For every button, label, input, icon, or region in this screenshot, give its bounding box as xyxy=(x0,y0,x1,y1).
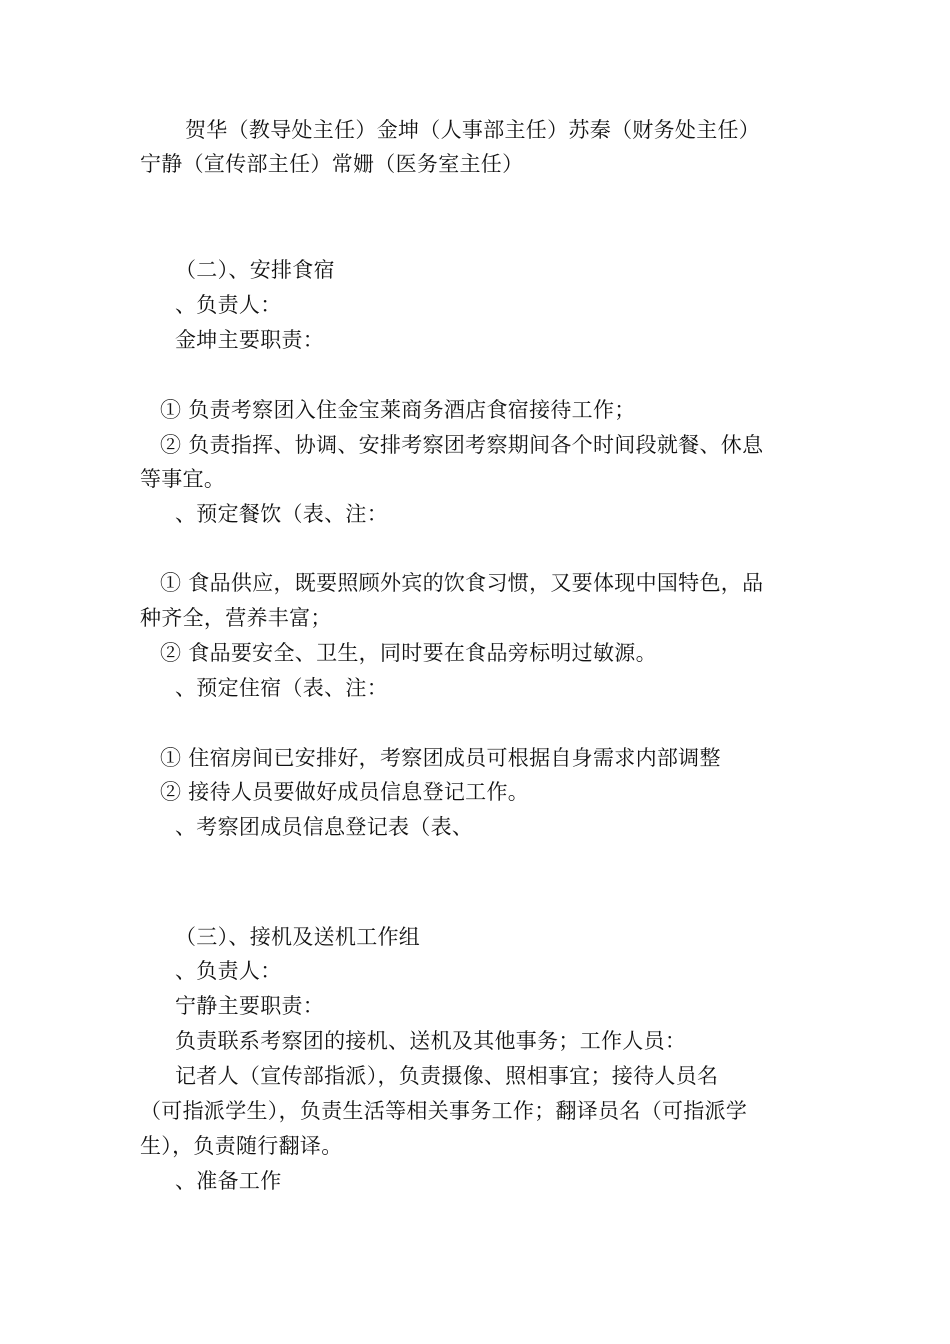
paragraph-line: 等事宜。 xyxy=(140,467,226,491)
paragraph-line: 宁静（宣传部主任）常姗（医务室主任） xyxy=(140,152,524,176)
paragraph-line: 记者人（宣传部指派），负责摄像、照相事宜；接待人员名 xyxy=(175,1064,719,1088)
paragraph-line: 负责联系考察团的接机、送机及其他事务；工作人员： xyxy=(175,1029,687,1053)
paragraph-line: 贺华（教导处主任）金坤（人事部主任）苏秦（财务处主任） xyxy=(185,118,761,142)
paragraph-line: 、负责人： xyxy=(175,959,282,983)
list-item: ① 负责考察团入住金宝莱商务酒店食宿接待工作； xyxy=(160,398,636,422)
paragraph-line: 、准备工作 xyxy=(175,1169,282,1193)
paragraph-line: 生），负责随行翻译。 xyxy=(140,1134,343,1158)
list-item: ① 食品供应，既要照顾外宾的饮食习惯，又要体现中国特色，品 xyxy=(160,571,764,595)
paragraph-line: 金坤主要职责： xyxy=(175,328,325,352)
paragraph-line: 、考察团成员信息登记表（表、 xyxy=(175,815,474,839)
list-item: ① 住宿房间已安排好，考察团成员可根据自身需求内部调整 xyxy=(160,746,721,770)
list-item: ② 食品要安全、卫生，同时要在食品旁标明过敏源。 xyxy=(160,641,657,665)
paragraph-line: 种齐全，营养丰富； xyxy=(140,606,332,630)
list-item: ② 负责指挥、协调、安排考察团考察期间各个时间段就餐、休息 xyxy=(160,433,764,457)
paragraph-line: （可指派学生），负责生活等相关事务工作；翻译员名（可指派学 xyxy=(140,1099,748,1123)
paragraph-line: 、负责人： xyxy=(175,293,282,317)
section-heading: （三）、接机及送机工作组 xyxy=(175,925,421,949)
paragraph-line: 、预定餐饮（表、注： xyxy=(175,502,388,526)
section-heading: （二）、安排食宿 xyxy=(175,258,335,282)
paragraph-line: 宁静主要职责： xyxy=(175,994,325,1018)
list-item: ② 接待人员要做好成员信息登记工作。 xyxy=(160,780,530,804)
paragraph-line: 、预定住宿（表、注： xyxy=(175,676,388,700)
